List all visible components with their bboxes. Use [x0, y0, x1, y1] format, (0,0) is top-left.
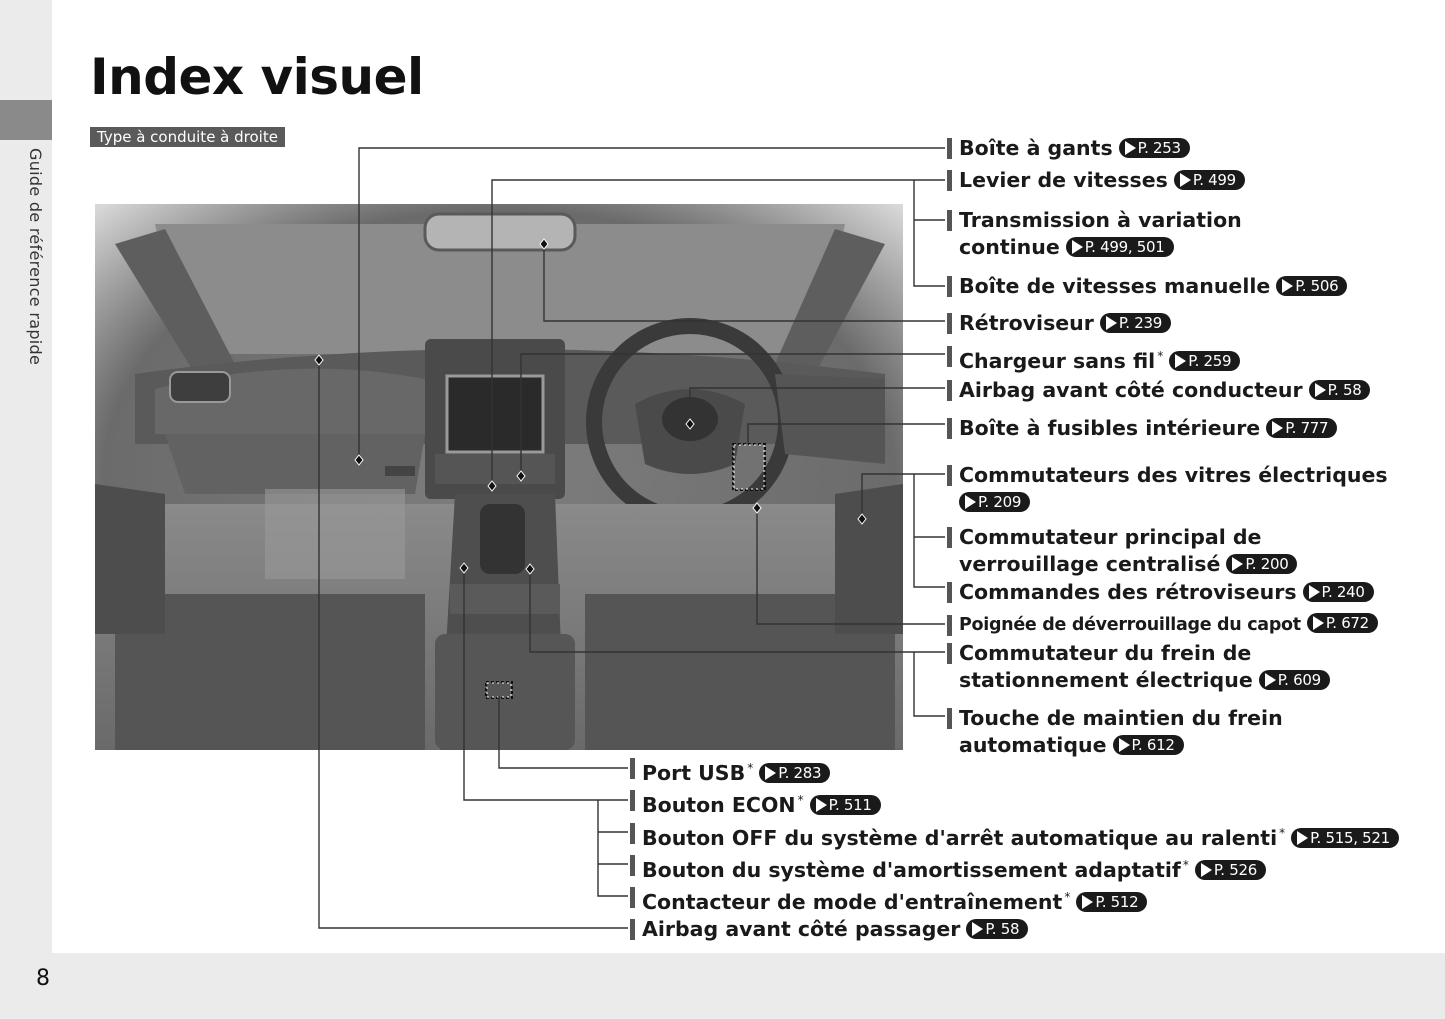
page-ref-link[interactable]: P. 239	[1100, 313, 1171, 333]
callout-mirror	[959, 310, 1171, 337]
callout-wireless-charger	[959, 343, 1240, 375]
callout-label: Contacteur de mode d'entraînement	[642, 889, 1063, 914]
callout-marker	[947, 582, 952, 603]
callout-airbag-passenger	[642, 916, 1028, 943]
callout-label: Airbag avant côté conducteur	[959, 378, 1303, 402]
optional-star: *	[797, 793, 804, 807]
callout-gear-lever	[959, 167, 1245, 194]
optional-star: *	[1182, 858, 1189, 872]
page-ref-link[interactable]: P. 283	[759, 763, 830, 783]
callout-marker	[947, 346, 952, 367]
callout-marker	[947, 465, 952, 486]
arrow-right-icon	[1315, 383, 1326, 397]
page-ref-link[interactable]: P. 511	[810, 795, 881, 815]
callout-label: Rétroviseur	[959, 311, 1094, 335]
callout-marker	[947, 527, 952, 548]
arrow-right-icon	[965, 495, 976, 509]
callout-central-lock	[959, 524, 1297, 578]
arrow-right-icon	[1232, 557, 1243, 571]
page-ref-link[interactable]: P. 777	[1266, 418, 1337, 438]
arrow-right-icon	[1106, 316, 1117, 330]
callout-marker	[947, 210, 952, 231]
page-ref-link[interactable]: P. 506	[1276, 276, 1347, 296]
arrow-right-icon	[972, 922, 983, 936]
callout-marker	[947, 313, 952, 334]
callout-marker	[947, 276, 952, 297]
callout-label-cont: automatique	[959, 733, 1107, 757]
callout-marker	[947, 418, 952, 439]
callout-drive-mode	[642, 884, 1147, 916]
drive-type-badge: Type à conduite à droite	[90, 127, 285, 147]
arrow-right-icon	[1125, 141, 1136, 155]
arrow-right-icon	[1201, 863, 1212, 877]
callout-label: Boîte de vitesses manuelle	[959, 274, 1271, 298]
callout-label: Bouton ECON	[642, 792, 796, 817]
arrow-right-icon	[1297, 831, 1308, 845]
callout-label-cont: continue	[959, 235, 1060, 259]
callout-label: Poignée de déverrouillage du capot	[959, 615, 1301, 635]
page-ref-link[interactable]: P. 259	[1169, 351, 1240, 371]
arrow-right-icon	[1282, 279, 1293, 293]
callout-fusebox	[959, 415, 1337, 442]
optional-star: *	[1064, 890, 1071, 904]
page-title: Index visuel	[90, 48, 424, 106]
callout-label: Levier de vitesses	[959, 168, 1168, 192]
callout-glovebox	[959, 135, 1190, 162]
page-ref-link[interactable]: P. 512	[1076, 892, 1147, 912]
callout-manual-gearbox	[959, 273, 1347, 300]
optional-star: *	[747, 761, 754, 775]
callout-marker	[947, 380, 952, 401]
callout-label: Boîte à fusibles intérieure	[959, 416, 1261, 440]
arrow-right-icon	[1313, 616, 1324, 630]
callout-brake-hold	[959, 705, 1283, 759]
page-ref-link[interactable]: P. 58	[966, 919, 1028, 939]
page-number: 8	[36, 966, 50, 991]
arrow-right-icon	[1119, 738, 1130, 752]
callout-label: Transmission à variation	[959, 208, 1242, 232]
page-ref-link[interactable]: P. 499	[1174, 170, 1245, 190]
arrow-right-icon	[1175, 354, 1186, 368]
callout-label: Bouton du système d'amortissement adaptatif	[642, 857, 1181, 882]
optional-star: *	[1157, 349, 1164, 363]
callout-label: Chargeur sans fil	[959, 348, 1156, 373]
callout-label: Port USB	[642, 760, 746, 785]
callout-idle-stop	[642, 820, 1399, 852]
callout-mirror-controls	[959, 579, 1374, 606]
callout-label-cont: verrouillage centralisé	[959, 552, 1221, 576]
callout-label: Commutateurs des vitres électriques	[959, 463, 1388, 487]
callout-marker	[947, 138, 952, 159]
callout-econ-button	[642, 787, 881, 819]
page-ref-link[interactable]: P. 200	[1226, 554, 1297, 574]
callout-parking-brake	[959, 640, 1330, 694]
callout-label: Touche de maintien du frein	[959, 706, 1283, 730]
page-ref-link[interactable]: P. 58	[1309, 380, 1371, 400]
callout-label: Bouton OFF du système d'arrêt automatique au ralenti	[642, 825, 1278, 850]
page-ref-link[interactable]: P. 499, 501	[1066, 237, 1174, 257]
callout-marker	[947, 643, 952, 664]
arrow-right-icon	[1272, 421, 1283, 435]
page-ref-link[interactable]: P. 515, 521	[1291, 828, 1399, 848]
footer-strip	[0, 953, 1445, 1019]
page-ref-link[interactable]: P. 240	[1303, 582, 1374, 602]
page-ref-link[interactable]: P. 253	[1119, 138, 1190, 158]
arrow-right-icon	[1180, 173, 1191, 187]
callout-label: Commutateur principal de	[959, 525, 1262, 549]
page-ref-link[interactable]: P. 612	[1113, 735, 1184, 755]
callout-hood-release	[959, 612, 1378, 639]
callout-marker	[947, 170, 952, 191]
callout-marker	[630, 855, 635, 876]
callout-marker	[630, 758, 635, 779]
page-ref-link[interactable]: P. 526	[1195, 860, 1266, 880]
callout-marker	[947, 615, 952, 636]
callout-adaptive-damper	[642, 852, 1266, 884]
callout-marker	[630, 887, 635, 908]
arrow-right-icon	[765, 766, 776, 780]
optional-star: *	[1279, 826, 1286, 840]
arrow-right-icon	[1082, 895, 1093, 909]
callout-marker	[630, 919, 635, 940]
callout-label: Boîte à gants	[959, 136, 1113, 160]
callout-marker	[630, 823, 635, 844]
callout-label: Commutateur du frein de	[959, 641, 1252, 665]
section-tab	[0, 100, 52, 140]
dashboard-photo	[95, 204, 903, 750]
arrow-right-icon	[816, 798, 827, 812]
callout-usb-port	[642, 755, 830, 787]
callout-power-windows	[959, 462, 1388, 516]
page-ref-link[interactable]: P. 609	[1259, 670, 1330, 690]
callout-marker	[630, 790, 635, 811]
callout-label: Commandes des rétroviseurs	[959, 580, 1297, 604]
callout-marker	[947, 708, 952, 729]
section-label: Guide de référence rapide	[26, 148, 45, 366]
arrow-right-icon	[1072, 240, 1083, 254]
callout-airbag-driver	[959, 377, 1370, 404]
arrow-right-icon	[1309, 585, 1320, 599]
page-ref-link[interactable]: P. 209	[959, 492, 1030, 512]
arrow-right-icon	[1265, 673, 1276, 687]
callout-cvt	[959, 207, 1242, 261]
callout-label: Airbag avant côté passager	[642, 917, 961, 941]
page-ref-link[interactable]: P. 672	[1307, 613, 1378, 633]
callout-label-cont: stationnement électrique	[959, 668, 1253, 692]
